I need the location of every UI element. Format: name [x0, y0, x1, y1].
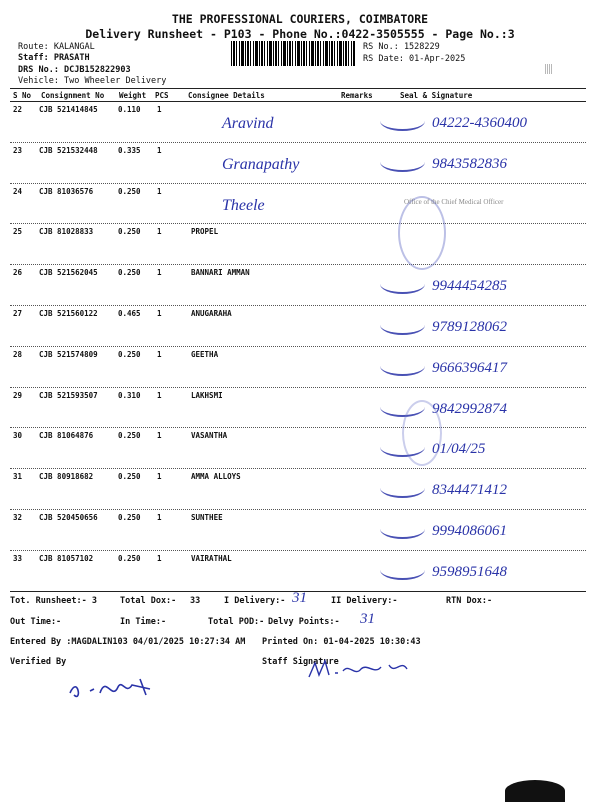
col-consignee: Consignee Details — [188, 91, 265, 100]
row-consignment-no: CJB 81064876 — [39, 431, 94, 441]
col-weight: Weight — [119, 91, 147, 100]
row-weight: 0.250 — [118, 553, 141, 563]
row-consignee: BANNARI AMMAN — [191, 268, 250, 278]
row-consignment-no: CJB 521560122 — [39, 309, 98, 318]
row-consignee: SUNTHEE — [191, 513, 223, 522]
row-weight: 0.250 — [118, 431, 141, 441]
row-signature-number: 9944454285 — [432, 278, 507, 295]
stamp-text: Office of the Chief Medical Officer — [404, 198, 504, 206]
row-consignee: ANUGARAHA — [191, 309, 232, 318]
row-separator — [10, 387, 586, 388]
rs-date: RS Date: 01-Apr-2025 — [363, 54, 466, 64]
total-pod-label: Total POD:- — [208, 617, 265, 627]
row-pcs: 1 — [157, 145, 162, 155]
row-separator — [10, 183, 586, 184]
row-consignment-no: CJB 520450656 — [39, 513, 98, 522]
rs-number: RS No.: 1528229 — [363, 42, 440, 52]
row-weight: 0.250 — [118, 227, 141, 237]
row-signature-number: 9666396417 — [432, 359, 507, 376]
row-consignee: GEETHA — [191, 349, 219, 359]
printed-on: Printed On: 01-04-2025 10:30:43 — [262, 637, 421, 647]
entered-by: Entered By :MAGDALIN103 04/01/2025 10:27:34 AM — [10, 637, 246, 647]
row-consignment-no: CJB 80918682 — [39, 472, 94, 482]
row-pcs: 1 — [157, 390, 162, 400]
out-time-label: Out Time:- — [10, 617, 62, 627]
row-sno: 30 — [13, 431, 23, 441]
total-dox-label: Total Dox:- — [120, 596, 177, 606]
seal-stamp-2 — [402, 400, 442, 466]
row-consignee: PROPEL — [191, 227, 219, 237]
row-weight: 0.335 — [118, 145, 141, 155]
row-consignee: LAKHSMI — [191, 390, 223, 400]
row-consignment-no: CJB 81057102 — [39, 553, 94, 563]
row-pcs: 1 — [157, 553, 162, 563]
row-handwritten-name: Granapathy — [222, 155, 300, 173]
row-separator — [10, 509, 586, 510]
row-pcs: 1 — [157, 309, 162, 318]
row-consignment-no: CJB 521414845 — [39, 105, 98, 114]
row-signature-scribble — [380, 152, 425, 172]
row-separator — [10, 468, 586, 469]
row-weight: 0.250 — [118, 513, 141, 522]
row-pcs: 1 — [157, 472, 162, 482]
drs-label: DRS No.: DCJB152822903 — [18, 65, 131, 75]
row-signature-number: 9789128062 — [432, 319, 507, 335]
row-weight: 0.465 — [118, 309, 141, 318]
row-signature-number: 9842992874 — [432, 400, 507, 417]
row-signature-number: 04222-4360400 — [432, 115, 527, 131]
tot-runsheet: Tot. Runsheet:- 3 — [10, 596, 97, 606]
row-consignment-no: CJB 81036576 — [39, 186, 94, 196]
row-pcs: 1 — [157, 105, 162, 114]
vehicle-label: Vehicle: Two Wheeler Delivery — [18, 76, 167, 86]
row-consignment-no: CJB 521593507 — [39, 390, 98, 400]
row-weight: 0.310 — [118, 390, 141, 400]
col-pcs: PCS — [155, 91, 169, 100]
delvy-points-label: Delvy Points:- — [268, 617, 340, 627]
ii-delivery-label: II Delivery:- — [331, 596, 398, 606]
row-sno: 31 — [13, 472, 23, 482]
seal-stamp — [398, 196, 446, 270]
row-weight: 0.250 — [118, 186, 141, 196]
rtn-dox-label: RTN Dox:- — [446, 596, 493, 606]
row-sno: 29 — [13, 390, 23, 400]
row-signature-scribble — [380, 478, 425, 498]
scan-mark — [545, 64, 553, 74]
row-consignment-no: CJB 521532448 — [39, 145, 98, 155]
row-sno: 27 — [13, 309, 23, 318]
route-label: Route: KALANGAL — [18, 42, 95, 52]
row-sno: 23 — [13, 145, 23, 155]
row-sno: 33 — [13, 553, 23, 563]
row-separator — [10, 142, 586, 143]
row-weight: 0.250 — [118, 268, 141, 278]
col-remarks: Remarks — [341, 91, 373, 100]
row-pcs: 1 — [157, 268, 162, 278]
staff-signature — [305, 655, 415, 685]
row-sno: 22 — [13, 105, 23, 114]
row-signature-number: 9994086061 — [432, 523, 507, 539]
total-dox-value: 33 — [190, 596, 201, 606]
row-consignee: VAIRATHAL — [191, 553, 232, 563]
row-handwritten-name: Aravind — [222, 115, 274, 132]
row-signature-scribble — [380, 274, 425, 294]
verified-by-label: Verified By — [10, 657, 67, 667]
row-consignee: VASANTHA — [191, 431, 228, 441]
row-separator — [10, 427, 586, 428]
barcode — [231, 41, 355, 66]
corner-mark — [505, 780, 565, 802]
row-separator — [10, 550, 586, 551]
row-weight: 0.250 — [118, 349, 141, 359]
verifier-signature — [60, 665, 180, 705]
row-consignment-no: CJB 81028833 — [39, 227, 94, 237]
row-sno: 28 — [13, 349, 23, 359]
row-consignee: AMMA ALLOYS — [191, 472, 241, 482]
delvy-points-value: 31 — [360, 611, 375, 627]
col-consignment: Consignment No — [41, 91, 105, 100]
document-title: THE PROFESSIONAL COURIERS, COIMBATORE — [171, 12, 429, 26]
row-signature-scribble — [380, 111, 425, 131]
row-handwritten-name: Theele — [222, 196, 265, 214]
row-signature-scribble — [380, 519, 425, 539]
row-pcs: 1 — [157, 227, 162, 237]
col-sno: S No — [13, 91, 32, 100]
row-signature-number: 8344471412 — [432, 482, 507, 499]
in-time-label: In Time:- — [120, 617, 167, 627]
document-subtitle: Delivery Runsheet - P103 - Phone No.:0422-3505555 - Page No.:3 — [85, 27, 515, 41]
row-weight: 0.110 — [118, 105, 141, 114]
col-seal-signature: Seal & Signature — [400, 91, 473, 100]
row-consignment-no: CJB 521574809 — [39, 349, 98, 359]
row-consignment-no: CJB 521562045 — [39, 268, 98, 278]
row-separator — [10, 264, 586, 265]
row-sno: 26 — [13, 268, 23, 278]
row-signature-number: 01/04/25 — [432, 441, 486, 458]
row-signature-number: 9843582836 — [432, 155, 507, 172]
row-pcs: 1 — [157, 186, 162, 196]
row-sno: 24 — [13, 186, 23, 196]
row-weight: 0.250 — [118, 472, 141, 482]
i-delivery-value: 31 — [292, 590, 307, 606]
row-separator — [10, 346, 586, 347]
staff-label: Staff: PRASATH — [18, 53, 90, 63]
row-signature-scribble — [380, 560, 425, 580]
i-delivery-label: I Delivery:- — [224, 596, 286, 606]
row-sno: 25 — [13, 227, 23, 237]
row-separator — [10, 305, 586, 306]
row-pcs: 1 — [157, 513, 162, 522]
staff-signature-label: Staff Signature — [262, 657, 339, 667]
row-signature-scribble — [380, 356, 425, 376]
row-pcs: 1 — [157, 349, 162, 359]
row-sno: 32 — [13, 513, 23, 522]
row-signature-scribble — [380, 315, 425, 335]
row-separator — [10, 223, 586, 224]
row-signature-number: 9598951648 — [432, 563, 507, 580]
row-pcs: 1 — [157, 431, 162, 441]
